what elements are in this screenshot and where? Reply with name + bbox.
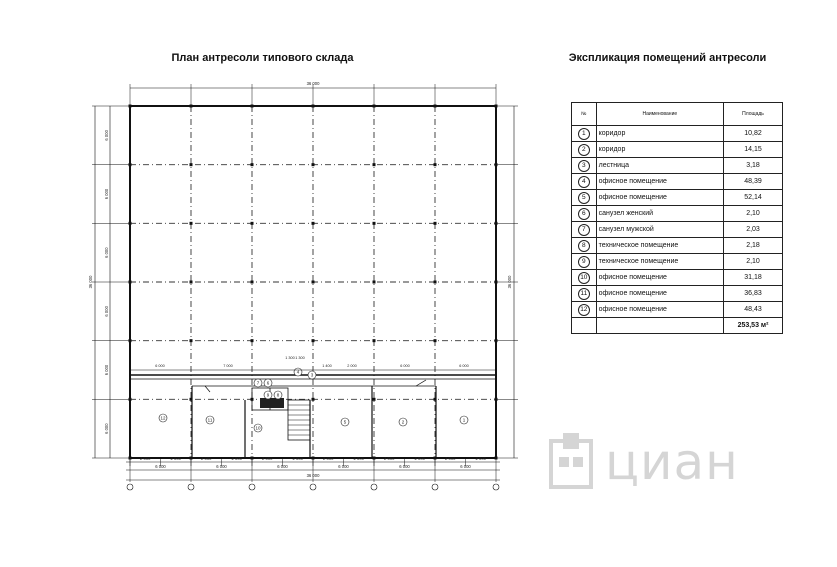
- column: [190, 163, 193, 166]
- table-row: [572, 238, 783, 254]
- row-num: [572, 206, 597, 222]
- dim-bottom-bay: 6 000: [277, 464, 288, 469]
- row-name: офисное помещение: [596, 286, 723, 302]
- tech-room: [260, 398, 284, 408]
- row-name: лестница: [596, 158, 723, 174]
- dim-mezz: 6 000: [459, 364, 469, 368]
- dim-bottom-bay: 6 000: [460, 464, 471, 469]
- row-area: 2,10: [724, 206, 783, 222]
- room-number-circle: 3: [578, 160, 590, 172]
- dim-left-bay: 6 000: [104, 364, 109, 376]
- axis-bubble: [493, 484, 499, 490]
- table-row: [572, 222, 783, 238]
- column: [190, 281, 193, 284]
- room-label-text: 6: [266, 380, 270, 386]
- dim-bottom-bay: 6 000: [216, 464, 227, 469]
- dim-bottom-sub: 2 000: [201, 456, 212, 461]
- room-label-text: 5: [343, 419, 347, 425]
- row-name: санузел женский: [596, 206, 723, 222]
- room-label: [308, 371, 316, 379]
- header-name: Наименование: [596, 103, 723, 126]
- table-row: [572, 126, 783, 142]
- row-name: офисное помещение: [596, 302, 723, 318]
- total-empty: [572, 318, 597, 334]
- dim-left-overall: 36 000: [88, 275, 93, 289]
- room-label-text: 7: [256, 380, 260, 386]
- room-number-circle: 1: [578, 128, 590, 140]
- row-num: [572, 238, 597, 254]
- room-number-circle: 7: [578, 224, 590, 236]
- row-num: [572, 142, 597, 158]
- dim-mezz: 7 000: [223, 364, 233, 368]
- room-label: [159, 414, 167, 422]
- row-area: 52,14: [724, 190, 783, 206]
- axis-bubble: [432, 484, 438, 490]
- room-label-text: 12: [160, 415, 166, 421]
- dim-bottom-sub: 2 000: [323, 456, 334, 461]
- room-label: [254, 424, 262, 432]
- row-name: коридор: [596, 126, 723, 142]
- column: [373, 281, 376, 284]
- row-area: 48,43: [724, 302, 783, 318]
- room-number-circle: 4: [578, 176, 590, 188]
- plan-title: План антресоли типового склада: [171, 52, 354, 64]
- row-area: 36,83: [724, 286, 783, 302]
- column: [373, 339, 376, 342]
- dim-top-overall: 36 000: [306, 81, 320, 86]
- dim-left-bay: 6 000: [104, 130, 109, 141]
- room-number-circle: 8: [578, 240, 590, 252]
- room-label: [341, 418, 349, 426]
- column: [190, 222, 193, 225]
- row-num: [572, 270, 597, 286]
- explication-body: [572, 126, 783, 334]
- column: [251, 163, 254, 166]
- dim-left-bay: 6 000: [104, 188, 109, 200]
- room-number-circle: 10: [578, 272, 590, 284]
- room-label: [254, 379, 262, 387]
- total-area: 253,53 м²: [724, 318, 783, 334]
- cian-logo-icon: [547, 431, 595, 489]
- table-row: [572, 254, 783, 270]
- room-label: [274, 391, 282, 399]
- dim-mezz: 1 300: [295, 356, 305, 360]
- axis-bubble: [127, 484, 133, 490]
- room-label: [264, 379, 272, 387]
- row-area: 2,03: [724, 222, 783, 238]
- room-label-text: 3: [310, 372, 314, 378]
- dim-bottom-sub: 2 000: [445, 456, 456, 461]
- dim-bottom-sub: 2 000: [262, 456, 273, 461]
- row-num: [572, 174, 597, 190]
- stair-treads: [288, 405, 310, 435]
- dim-bottom-overall: 36 000: [306, 473, 320, 478]
- column: [373, 398, 376, 401]
- dim-bottom-sub: 2 000: [140, 456, 151, 461]
- room-label-text: 2: [401, 419, 405, 425]
- row-name: техническое помещение: [596, 254, 723, 270]
- table-row: [572, 190, 783, 206]
- room-number-circle: 6: [578, 208, 590, 220]
- row-name: офисное помещение: [596, 190, 723, 206]
- door-swing: [205, 386, 210, 392]
- column: [312, 222, 315, 225]
- row-area: 10,82: [724, 126, 783, 142]
- row-name: офисное помещение: [596, 270, 723, 286]
- room-number-circle: 5: [578, 192, 590, 204]
- row-num: [572, 158, 597, 174]
- row-area: 14,15: [724, 142, 783, 158]
- column: [312, 163, 315, 166]
- column: [312, 281, 315, 284]
- door-swing: [416, 380, 426, 386]
- room-label-text: 4: [296, 369, 300, 375]
- watermark-text: циан: [605, 433, 739, 491]
- dim-right-overall: 36 000: [507, 275, 512, 289]
- axis-bubble: [310, 484, 316, 490]
- table-row: [572, 142, 783, 158]
- row-name: техническое помещение: [596, 238, 723, 254]
- column: [373, 222, 376, 225]
- dim-bottom-sub: 2 000: [475, 456, 486, 461]
- dim-mezz: 1 300: [285, 356, 295, 360]
- dim-bottom-sub: 2 000: [353, 456, 364, 461]
- column: [190, 339, 193, 342]
- row-area: 31,18: [724, 270, 783, 286]
- dimensions: [88, 81, 518, 490]
- column: [251, 281, 254, 284]
- table-header-row: [572, 103, 783, 126]
- dim-mezz: 6 000: [155, 364, 165, 368]
- table-row: [572, 206, 783, 222]
- column: [312, 339, 315, 342]
- column: [434, 163, 437, 166]
- cian-watermark: [545, 425, 755, 500]
- row-name: коридор: [596, 142, 723, 158]
- row-num: [572, 254, 597, 270]
- column-grid: [129, 105, 498, 460]
- dim-bottom-bay: 6 000: [338, 464, 349, 469]
- dim-mezz: 6 000: [400, 364, 410, 368]
- room-label: [294, 368, 302, 376]
- axis-bubble: [249, 484, 255, 490]
- room-label: [206, 416, 214, 424]
- table-row: [572, 270, 783, 286]
- column: [251, 339, 254, 342]
- row-name: санузел мужской: [596, 222, 723, 238]
- room-label-text: 1: [462, 417, 466, 423]
- row-area: 2,18: [724, 238, 783, 254]
- total-empty: [596, 318, 723, 334]
- dim-bottom-bay: 6 000: [399, 464, 410, 469]
- room-label-text: 8: [276, 392, 280, 398]
- table-row: [572, 158, 783, 174]
- room-number-circle: 9: [578, 256, 590, 268]
- column: [434, 222, 437, 225]
- room-number-circle: 2: [578, 144, 590, 156]
- row-num: [572, 126, 597, 142]
- room-number-circle: 12: [578, 304, 590, 316]
- room-label: [460, 416, 468, 424]
- row-num: [572, 190, 597, 206]
- row-area: 3,18: [724, 158, 783, 174]
- dim-left-bay: 6 000: [104, 306, 109, 317]
- dim-bottom-bay: 6 000: [155, 464, 166, 469]
- row-area: 48,39: [724, 174, 783, 190]
- column: [434, 339, 437, 342]
- column: [312, 398, 315, 401]
- row-area: 2,10: [724, 254, 783, 270]
- room-label-text: 9: [266, 392, 270, 398]
- dim-bottom-sub: 2 000: [231, 456, 242, 461]
- room-number-circle: 11: [578, 288, 590, 300]
- room-label: [399, 418, 407, 426]
- column: [373, 163, 376, 166]
- header-area: Площадь: [724, 103, 783, 126]
- row-num: [572, 302, 597, 318]
- column: [251, 222, 254, 225]
- room-label-text: 10: [255, 425, 261, 431]
- table-row: [572, 174, 783, 190]
- explication-title: Экспликация помещений антресоли: [568, 52, 767, 64]
- axis-bubble: [188, 484, 194, 490]
- table-row: [572, 302, 783, 318]
- dim-bottom-sub: 2 000: [292, 456, 303, 461]
- row-name: офисное помещение: [596, 174, 723, 190]
- axis-bubble: [371, 484, 377, 490]
- dim-bottom-sub: 2 000: [384, 456, 395, 461]
- table-total-row: [572, 318, 783, 334]
- row-num: [572, 222, 597, 238]
- dim-left-bay: 6 000: [104, 423, 109, 434]
- dim-mezz: 1 400: [322, 364, 332, 368]
- dim-left-bay: 6 000: [104, 247, 109, 258]
- room-label-text: 11: [207, 417, 213, 423]
- row-num: [572, 286, 597, 302]
- explication-table: [571, 102, 783, 334]
- header-num: №: [572, 103, 597, 126]
- table-row: [572, 286, 783, 302]
- room-label: [264, 391, 272, 399]
- dim-mezz: 2 000: [347, 364, 357, 368]
- column: [434, 281, 437, 284]
- dim-bottom-sub: 2 000: [414, 456, 425, 461]
- dim-bottom-sub: 2 000: [170, 456, 181, 461]
